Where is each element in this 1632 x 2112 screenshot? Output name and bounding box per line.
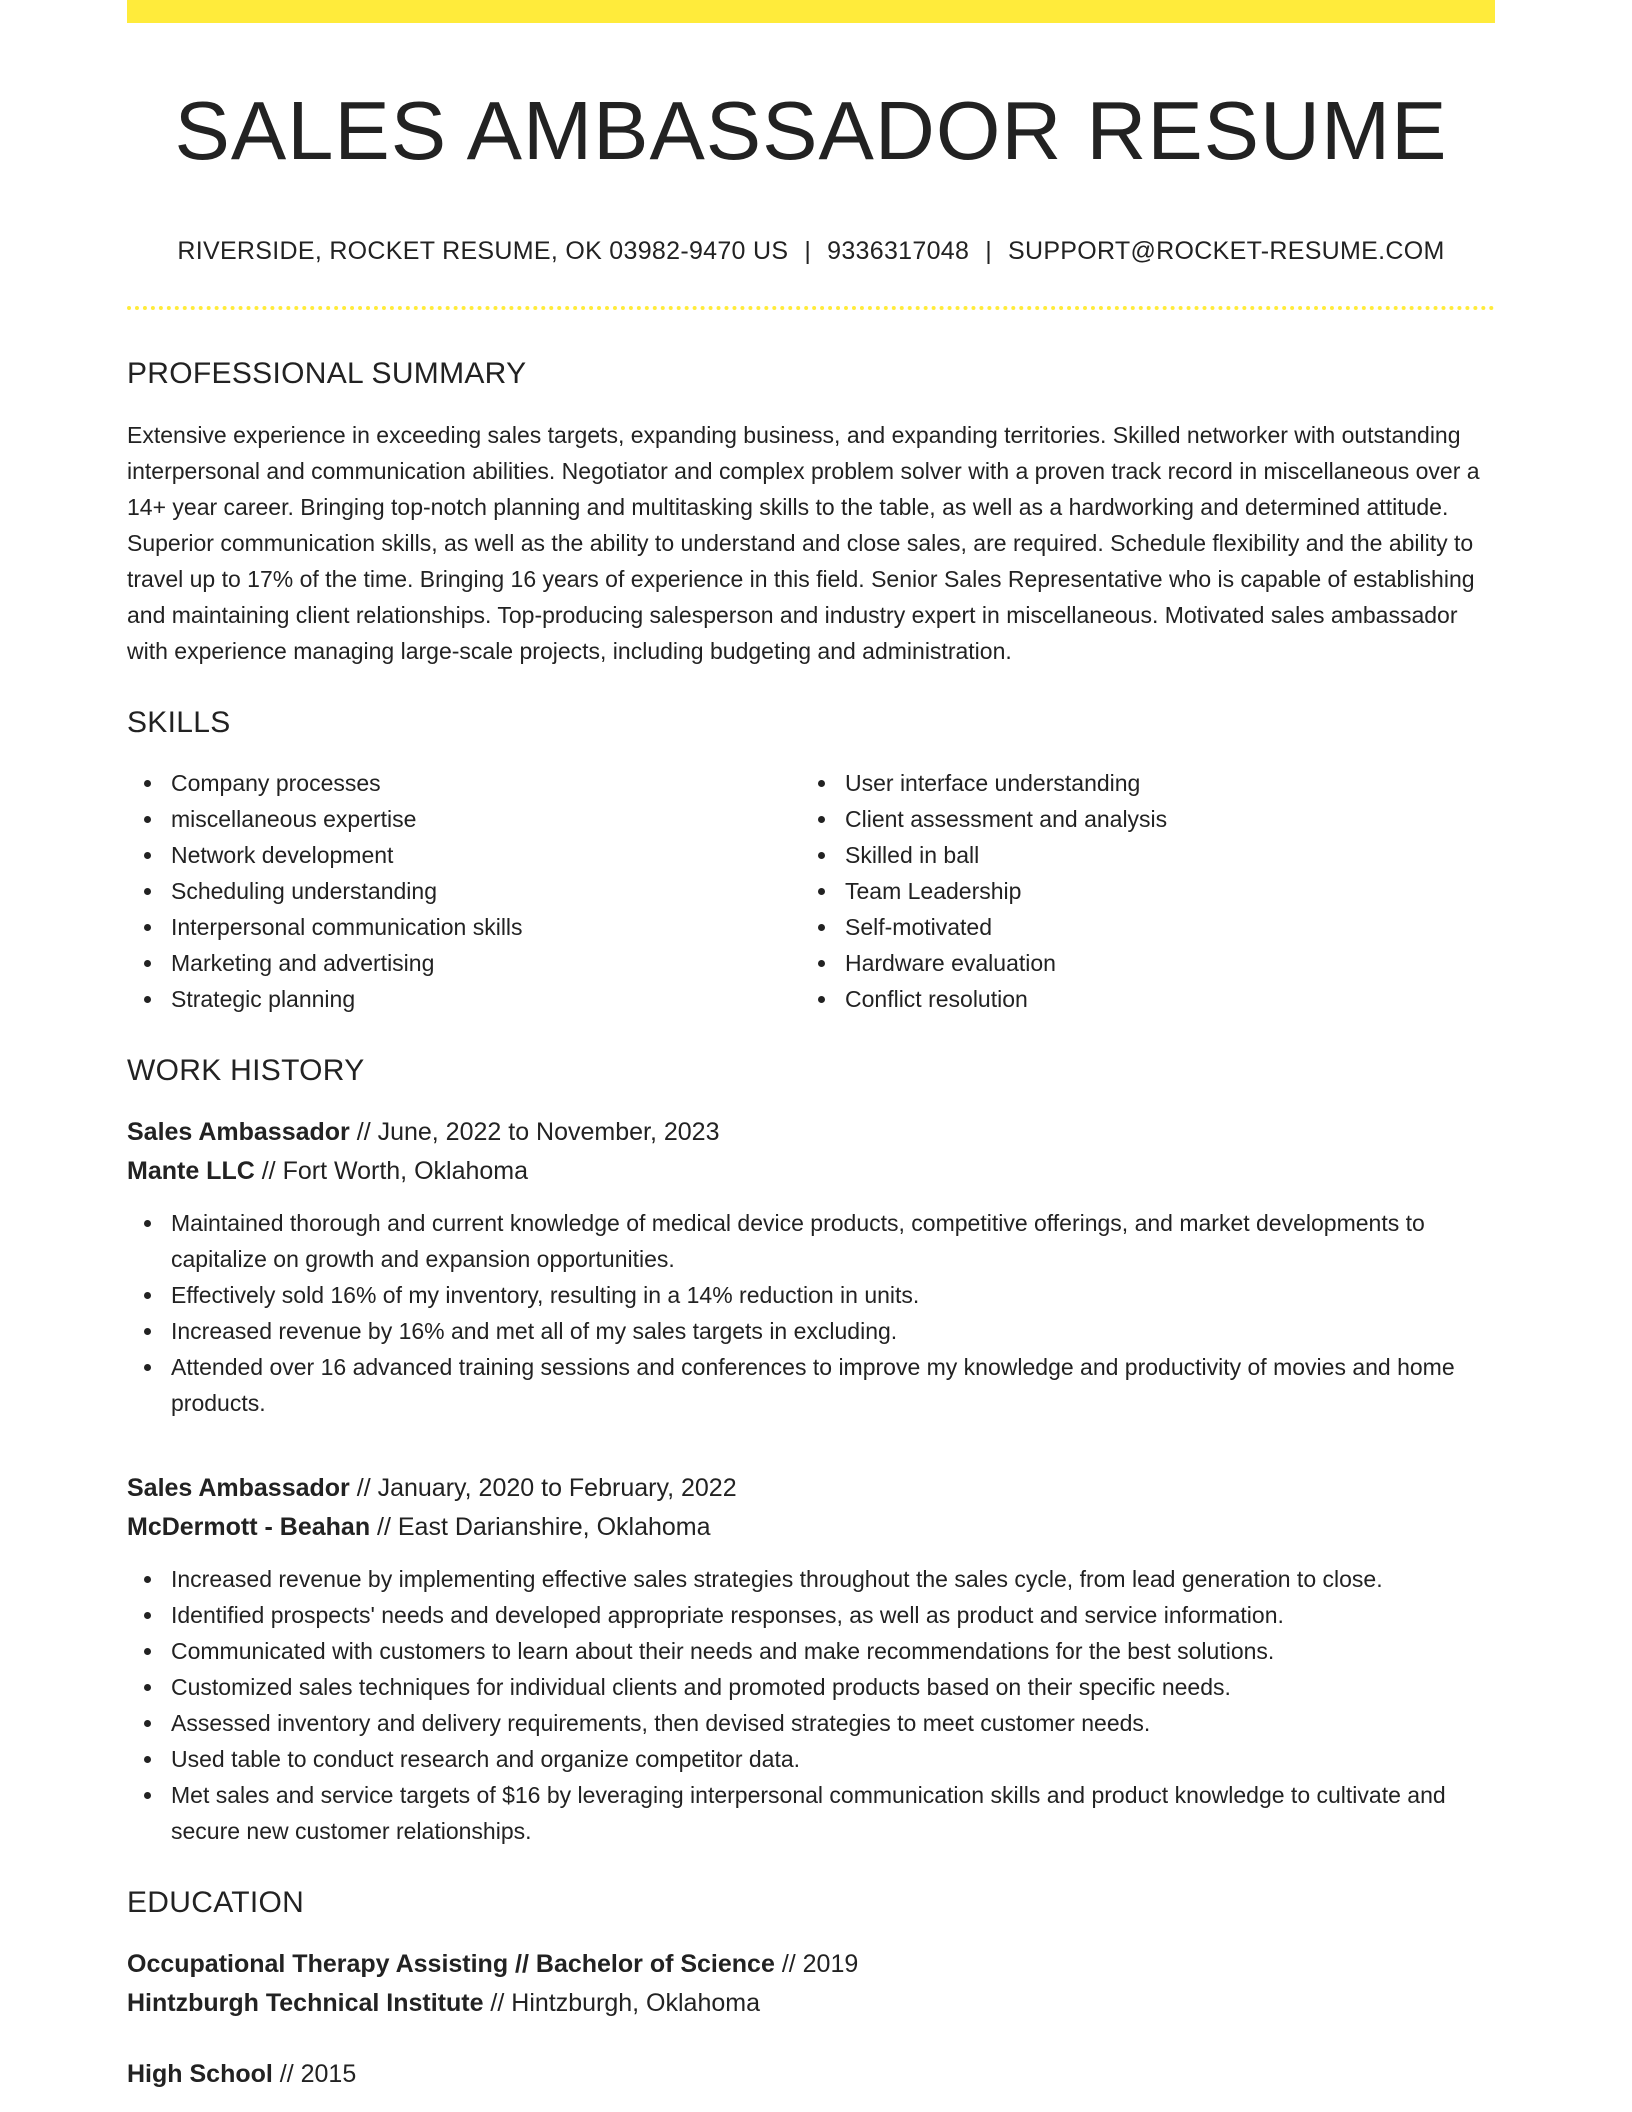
job-dates: // June, 2022 to November, 2023	[349, 1118, 720, 1147]
skills-columns	[127, 765, 1495, 1017]
dotted-divider	[127, 306, 1495, 310]
education-entry	[127, 1945, 1495, 2023]
job-entry	[127, 1113, 1495, 1421]
job-bullet: Assessed inventory and delivery requirements, then devised strategies to meet customer needs.	[127, 1705, 1495, 1741]
education-degree-line	[127, 1945, 1495, 1984]
job-bullet: Maintained thorough and current knowledge of medical device products, competitive offerings, and market developments to capitalize on growth and expansion opportunities.	[127, 1205, 1495, 1277]
job-company: Mante LLC	[127, 1157, 255, 1186]
skill-item: Conflict resolution	[801, 981, 1475, 1017]
job-location: // Fort Worth, Oklahoma	[254, 1157, 529, 1186]
job-title-line	[127, 1113, 1495, 1152]
job-bullet: Increased revenue by 16% and met all of my sales targets in excluding.	[127, 1313, 1495, 1349]
contact-address: RIVERSIDE, ROCKET RESUME, OK 03982-9470 US	[177, 237, 789, 266]
skill-item: miscellaneous expertise	[127, 801, 801, 837]
skill-item: Team Leadership	[801, 873, 1475, 909]
job-bullet: Communicated with customers to learn about their needs and make recommendations for the best solutions.	[127, 1633, 1495, 1669]
job-bullet: Attended over 16 advanced training sessions and conferences to improve my knowledge and productivity of movies and home products.	[127, 1349, 1495, 1421]
skill-item: Skilled in ball	[801, 837, 1475, 873]
job-bullet: Increased revenue by implementing effective sales strategies throughout the sales cycle, from lead generation to close.	[127, 1561, 1495, 1597]
education-location: // Hintzburgh, Oklahoma	[483, 1989, 760, 2018]
education-heading: EDUCATION	[127, 1886, 305, 1920]
job-bullet: Effectively sold 16% of my inventory, resulting in a 14% reduction in units.	[127, 1277, 1495, 1313]
skill-item: Hardware evaluation	[801, 945, 1475, 981]
summary-heading: PROFESSIONAL SUMMARY	[127, 357, 527, 391]
job-bullet: Met sales and service targets of $16 by leveraging interpersonal communication skills and product knowledge to cultivate and secure new customer relationships.	[127, 1777, 1495, 1849]
education-school-line	[127, 1984, 1495, 2023]
job-company-line	[127, 1508, 1495, 1547]
resume-title: SALES AMBASSADOR RESUME	[174, 84, 1448, 177]
job-bullet: Customized sales techniques for individual clients and promoted products based on their specific needs.	[127, 1669, 1495, 1705]
contact-phone: 9336317048	[827, 237, 970, 266]
contact-separator: |	[804, 237, 812, 266]
contact-line	[127, 236, 1495, 266]
education-degree-line	[127, 2055, 1495, 2094]
job-title-line	[127, 1469, 1495, 1508]
education-entry	[127, 2055, 1495, 2094]
contact-separator: |	[985, 237, 992, 266]
job-entry	[127, 1469, 1495, 1849]
education-degree: High School	[127, 2060, 273, 2089]
job-dates: // January, 2020 to February, 2022	[349, 1474, 737, 1503]
job-role: Sales Ambassador	[127, 1474, 350, 1503]
accent-top-bar	[127, 0, 1495, 23]
job-bullets	[127, 1561, 1495, 1849]
job-role: Sales Ambassador	[127, 1118, 350, 1147]
job-bullet: Used table to conduct research and organize competitor data.	[127, 1741, 1495, 1777]
education-year: // 2019	[774, 1950, 859, 1979]
education-degree: Occupational Therapy Assisting // Bachelor of Science	[127, 1950, 775, 1979]
education-school: Hintzburgh Technical Institute	[127, 1989, 484, 2018]
skill-item: Client assessment and analysis	[801, 801, 1475, 837]
job-location: // East Darianshire, Oklahoma	[370, 1513, 711, 1542]
work-history-heading: WORK HISTORY	[127, 1054, 365, 1088]
skill-item: Network development	[127, 837, 801, 873]
skill-item: Interpersonal communication skills	[127, 909, 801, 945]
skill-item: Scheduling understanding	[127, 873, 801, 909]
job-company-line	[127, 1152, 1495, 1191]
skill-item: Marketing and advertising	[127, 945, 801, 981]
resume-page	[127, 0, 1495, 2094]
skills-heading: SKILLS	[127, 706, 231, 740]
summary-text: Extensive experience in exceeding sales targets, expanding business, and expanding territories. Skilled networker with outstanding interpersonal and communication abilities. Negotiator and complex problem solver with a proven track record in miscellaneous over a 14+ year career. Bringing top-notch planning and multitasking skills to the table, as well as a hardworking and determined attitude. Superior communication skills, as well as the ability to understand and close sales, are required. Schedule flexibility and the ability to travel up to 17% of the time. Bringing 16 years of experience in this field. Senior Sales Representative who is capable of establishing and maintaining client relationships. Top-producing salesperson and industry expert in miscellaneous. Motivated sales ambassador with experience managing large-scale projects, including budgeting and administration.	[127, 422, 1480, 665]
contact-email: SUPPORT@ROCKET-RESUME.COM	[1007, 237, 1445, 266]
education-year: // 2015	[272, 2060, 357, 2089]
skill-item: Strategic planning	[127, 981, 801, 1017]
skill-item: User interface understanding	[801, 765, 1475, 801]
skills-list-left	[127, 765, 801, 1017]
job-company: McDermott - Beahan	[127, 1513, 371, 1542]
job-bullets	[127, 1205, 1495, 1421]
skill-item: Company processes	[127, 765, 801, 801]
job-bullet: Identified prospects' needs and developed appropriate responses, as well as product and service information.	[127, 1597, 1495, 1633]
skills-list-right	[801, 765, 1475, 1017]
skill-item: Self-motivated	[801, 909, 1475, 945]
